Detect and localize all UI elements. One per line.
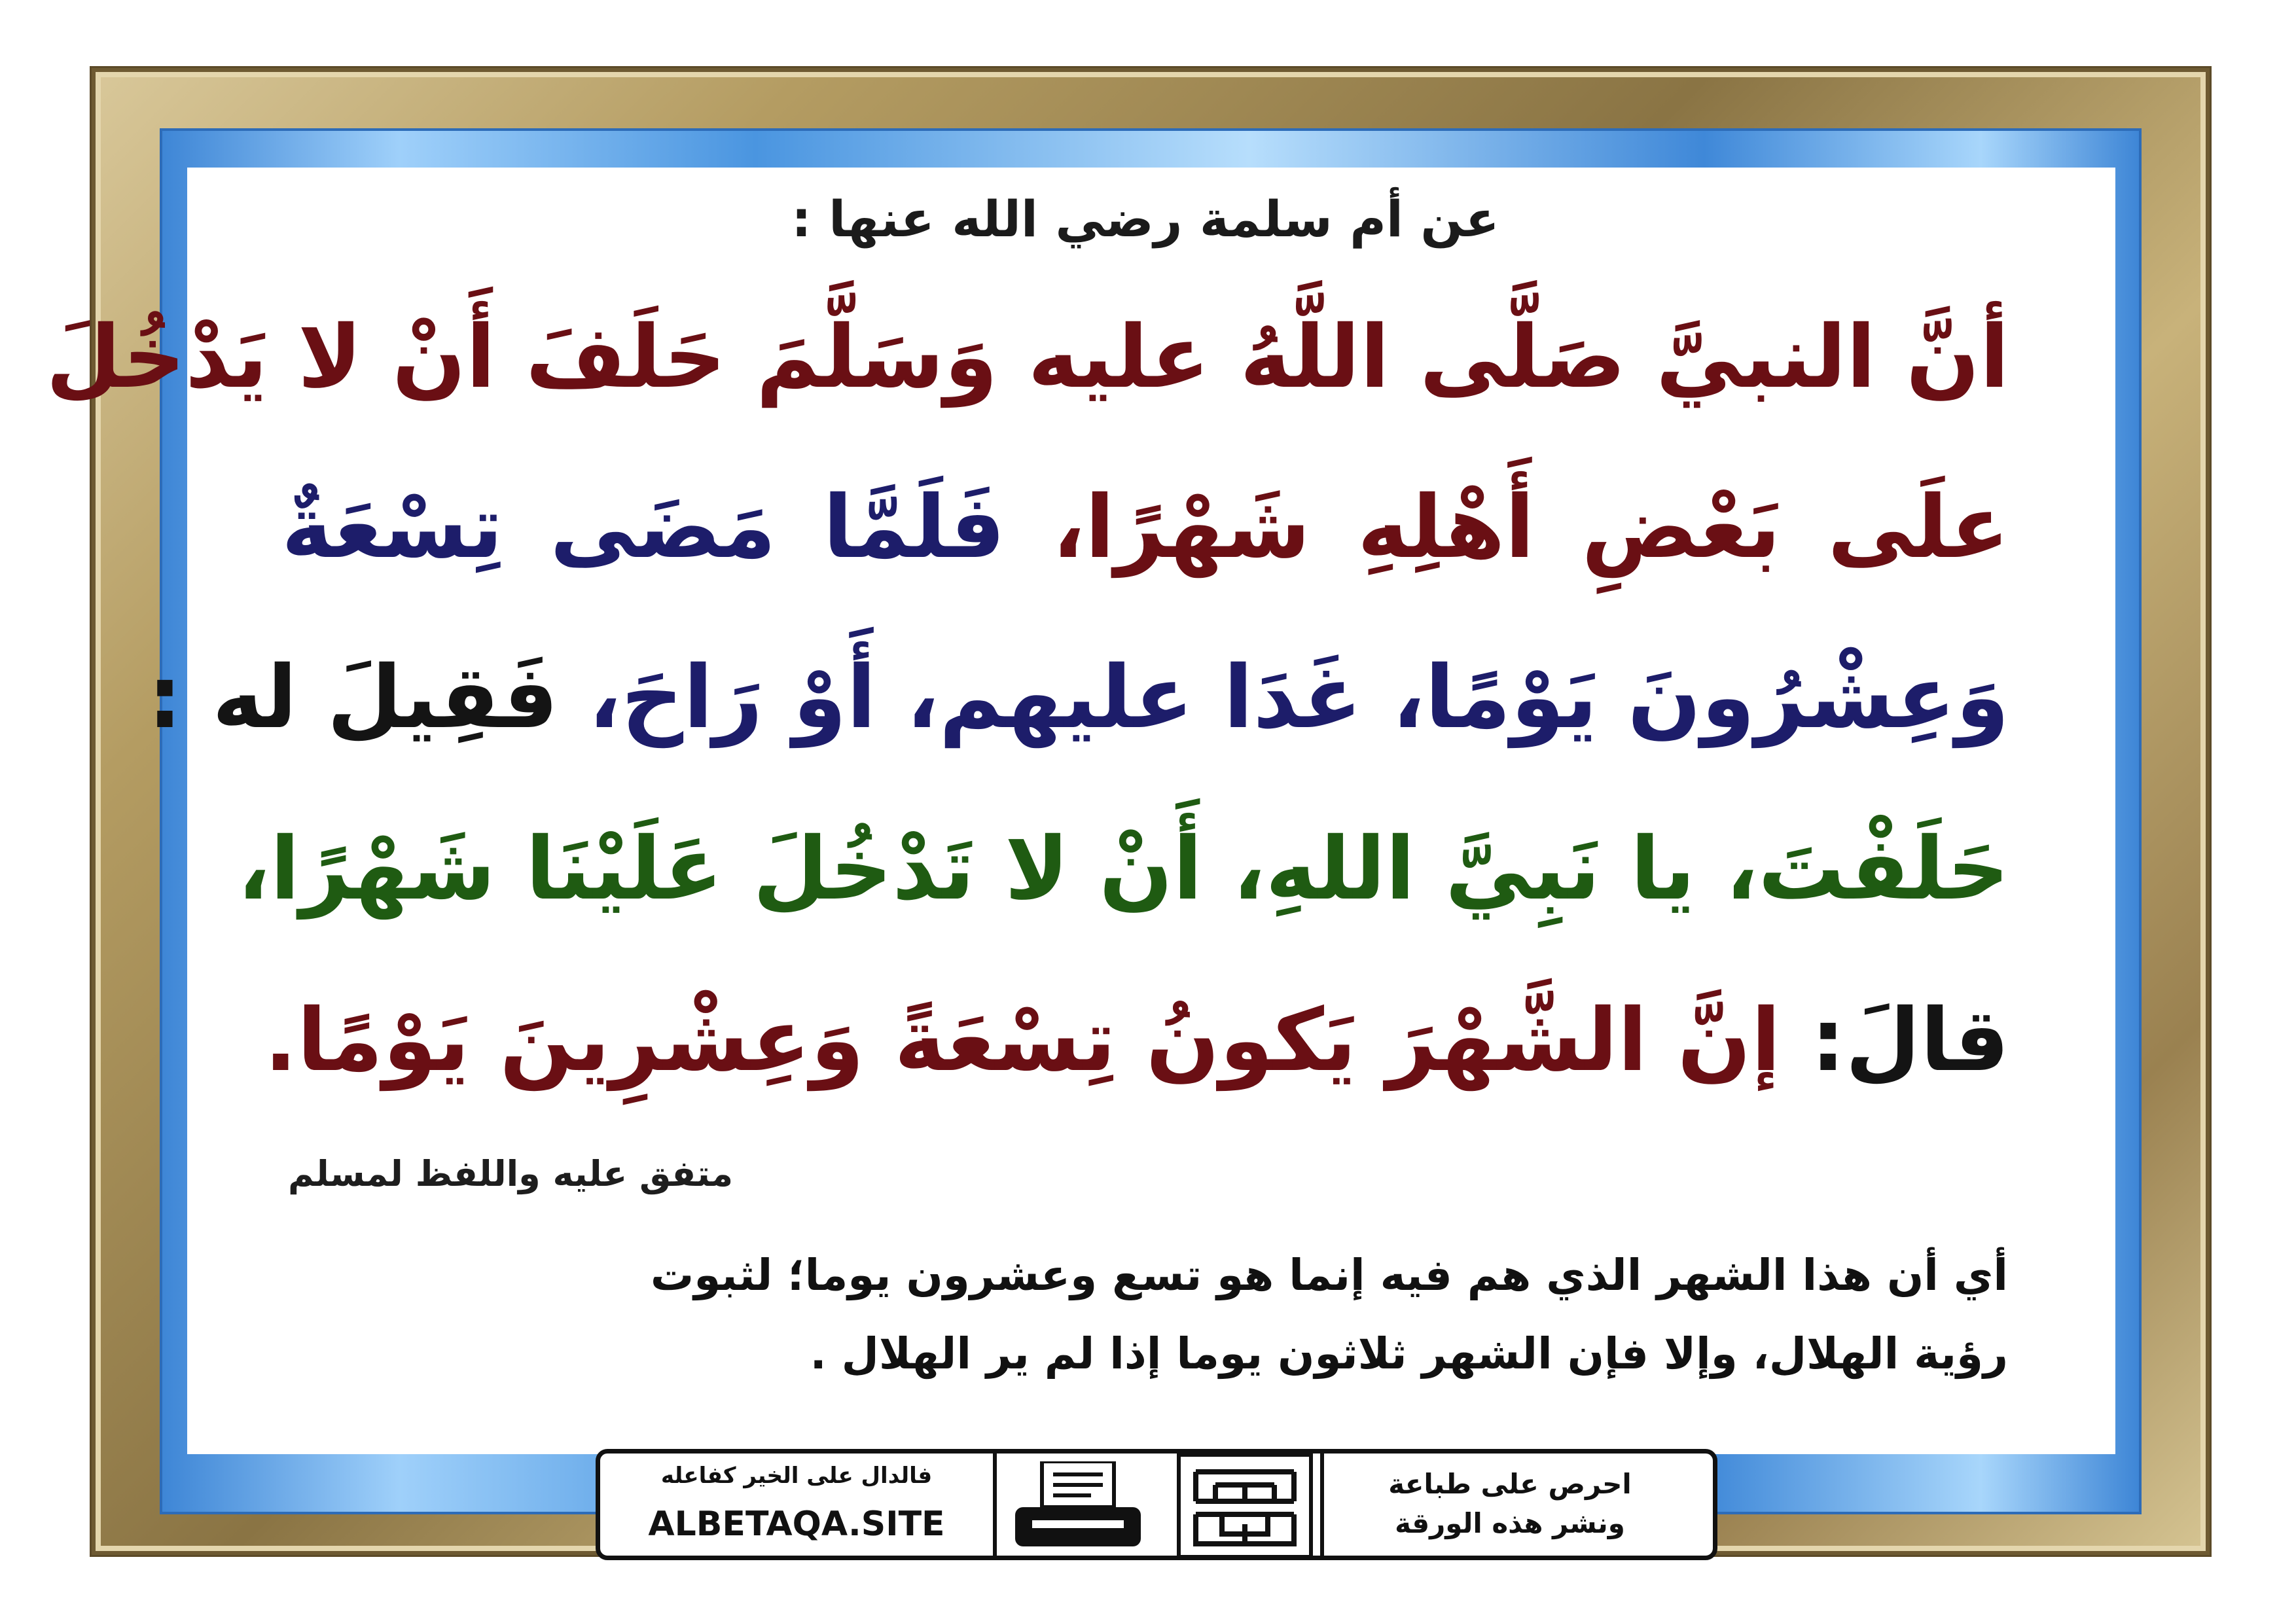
footer-print-line: ونشر هذه الورقة [1395, 1507, 1625, 1539]
hadith-line-2 [281, 477, 2009, 578]
footer-site-link[interactable]: ALBETAQA.SITE [648, 1505, 945, 1544]
footer-divider [1320, 1454, 1324, 1556]
explanation-line-2: رؤية الهلال، وإلا فإن الشهر ثلاثون يوما إذا لم ير الهلال . [810, 1329, 2008, 1379]
footer-divider [993, 1454, 997, 1556]
footer-banner [596, 1449, 1717, 1560]
hadith-line-3 [147, 647, 2009, 748]
printer-icon [1013, 1461, 1143, 1560]
logo-icon [1176, 1452, 1314, 1560]
hadith-text: حَلَفْتَ، يا نَبِيَّ اللهِ، أَنْ لا تَدْخُلَ عَلَيْنَا شَهْرًا، [237, 819, 2009, 919]
hadith-text: وَعِشْرُونَ يَوْمًا، غَدَا عليهم، أَوْ رَاحَ، [558, 647, 2009, 748]
hadith-text: قالَ: [1780, 990, 2009, 1091]
footer-print-line: احرص على طباعة [1388, 1468, 1632, 1500]
hadith-text: فَلَمَّا مَضَى تِسْعَةٌ [281, 477, 1005, 578]
explanation-line-1: أي أن هذا الشهر الذي هم فيه إنما هو تسع وعشرون يوما؛ لثبوت [650, 1250, 2008, 1300]
narrator-line: عن أم سلمة رضي الله عنها : [791, 190, 1499, 248]
footer-site-block [600, 1454, 993, 1556]
hadith-text: فَقِيلَ له : [147, 647, 558, 748]
logo-badge [1176, 1452, 1314, 1560]
hadith-text: إنَّ الشَّهْرَ يَكونُ تِسْعَةً وَعِشْرِينَ يَوْمًا. [264, 990, 1781, 1091]
hadith-line-4 [237, 819, 2009, 919]
footer-print-block [1327, 1454, 1693, 1556]
hadith-text: علَى بَعْضِ أَهْلِهِ شَهْرًا، [1005, 477, 2009, 578]
hadith-text: أنَّ النبيَّ صَلَّى اللَّهُ عليه وَسَلَّمَ حَلَفَ أَنْ لا يَدْخُلَ [46, 307, 2009, 408]
hadith-line-5 [264, 990, 2009, 1091]
hadith-line-1 [46, 307, 2009, 408]
hadith-source: متفق عليه واللفظ لمسلم [288, 1153, 734, 1194]
footer-proverb: فالدال على الخير كفاعله [660, 1463, 933, 1489]
